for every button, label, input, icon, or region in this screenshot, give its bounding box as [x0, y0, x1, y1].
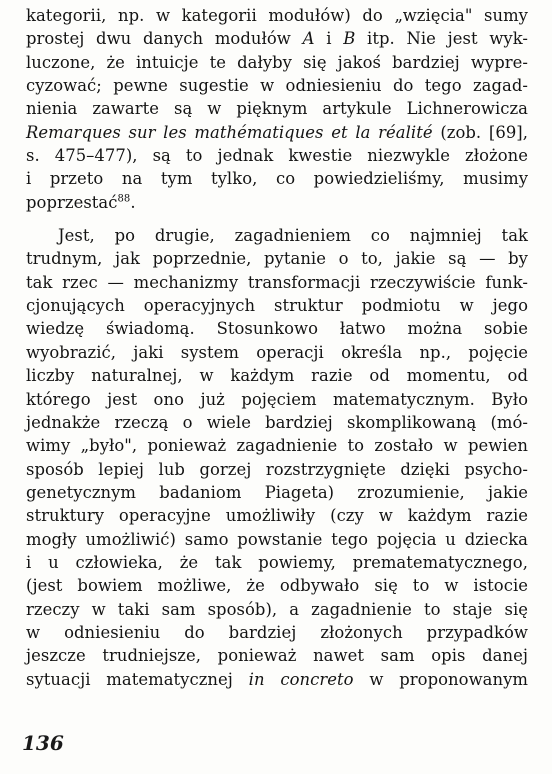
text-line [26, 191, 528, 214]
paragraph-1 [26, 4, 528, 214]
text-line: cyzować; pewne sugestie w odniesieniu do tego zagad- [26, 76, 528, 96]
paragraph-2 [26, 224, 528, 691]
text-segment: (zob. [69], [432, 122, 528, 142]
body-text [26, 4, 528, 691]
module-symbol-b: B [343, 29, 356, 49]
page-number: 136 [22, 731, 64, 755]
text-line: luczone, że intuicje te dałyby się jakoś bardziej wypre- [26, 52, 528, 72]
paragraph-gap [26, 214, 528, 224]
text-segment: w proponowanym [353, 669, 528, 689]
text-line: trudnym, jak poprzednie, pytanie o to, jakie są — by [26, 249, 528, 269]
text-line: sposób lepiej lub gorzej rozstrzygnięte dzięki psycho- [26, 459, 528, 479]
text-segment: itp. Nie jest wyk- [355, 29, 529, 49]
text-line: kategorii, np. w kategorii modułów) do „wzięcia" sumy [26, 6, 528, 25]
text-line: rzeczy w taki sam sposób), a zagadnienie to staje się [26, 599, 528, 619]
text-line: i u człowieka, że tak powiemy, prematematycznego, [26, 552, 528, 572]
text-line: jednakże rzeczą o wiele bardziej skomplikowaną (mó- [26, 412, 528, 432]
text-line: wiedzę świadomą. Stosunkowo łatwo można sobie [26, 319, 528, 339]
text-line: nienia zawarte są w pięknym artykule Lichnerowicza [26, 99, 528, 119]
text-line: wimy „było", ponieważ zagadnienie to zostało w pewien [26, 436, 528, 456]
text-line: liczby naturalnej, w każdym razie od momentu, od [26, 366, 528, 386]
text-line [26, 668, 528, 691]
text-line: genetycznym badaniom Piageta) zrozumienie, jakie [26, 482, 528, 502]
text-segment: poprzestać [26, 192, 118, 212]
text-line: którego jest ono już pojęciem matematycznym. Było [26, 389, 528, 409]
latin-phrase: in concreto [248, 669, 354, 689]
text-line: tak rzec — mechanizmy transformacji rzeczywiście funk- [26, 272, 528, 292]
text-line: wyobrazić, jaki system operacji określa np., pojęcie [26, 342, 528, 362]
text-line: w odniesieniu do bardziej złożonych przypadków [26, 622, 528, 642]
text-line [26, 27, 528, 50]
module-symbol-a: A [302, 29, 315, 49]
cited-title: Remarques sur les mathématiques et la réalité [26, 122, 433, 142]
text-line: Jest, po drugie, zagadnieniem co najmniej tak [58, 226, 528, 246]
text-line: (jest bowiem możliwe, że odbywało się to w istocie [26, 576, 528, 596]
text-line [26, 121, 528, 144]
text-segment: prostej dwu danych modułów [26, 29, 303, 49]
text-line: i przeto na tym tylko, co powiedzieliśmy, musimy [26, 169, 528, 189]
text-segment: . [130, 192, 136, 212]
text-segment: sytuacji matematycznej [26, 669, 249, 689]
text-line: jeszcze trudniejsze, ponieważ nawet sam opis danej [26, 646, 528, 666]
footnote-reference: 88 [117, 193, 131, 205]
text-line: mogły umożliwić) samo powstanie tego pojęcia u dziecka [26, 529, 528, 549]
text-segment: i [314, 29, 344, 49]
text-line: cjonujących operacyjnych struktur podmiotu w jego [26, 296, 528, 316]
text-line: s. 475–477), są to jednak kwestie niezwykle złożone [26, 146, 528, 166]
text-line: struktury operacyjne umożliwiły (czy w każdym razie [26, 506, 528, 526]
